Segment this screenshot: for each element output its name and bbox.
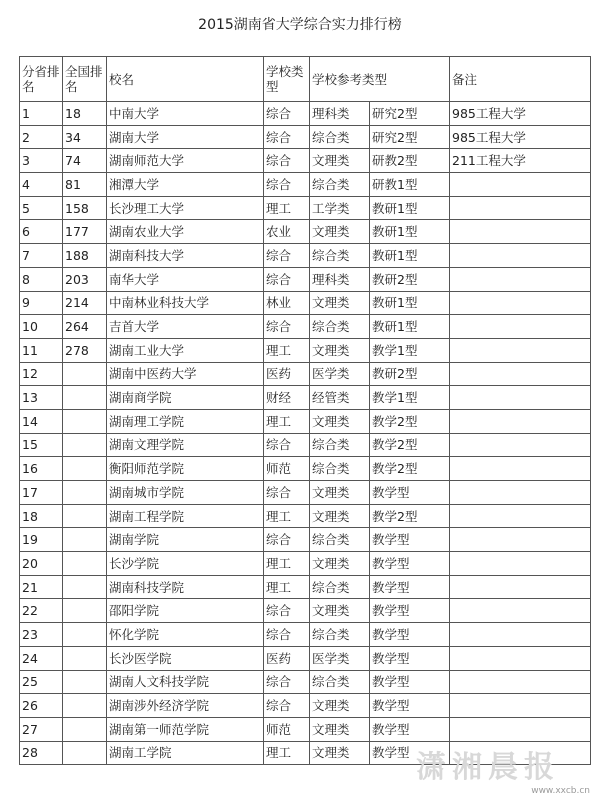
cell-school-name: 湖南农业大学 (107, 220, 264, 244)
cell-school-type: 综合 (264, 694, 310, 718)
cell-remarks (450, 646, 591, 670)
cell-national-rank (63, 528, 107, 552)
cell-remarks: 985工程大学 (450, 102, 591, 126)
cell-subject-category: 文理类 (310, 552, 370, 576)
cell-research-type: 教学2型 (370, 409, 450, 433)
cell-remarks (450, 386, 591, 410)
table-row (20, 362, 591, 386)
cell-national-rank (63, 623, 107, 647)
cell-research-type: 教研1型 (370, 196, 450, 220)
cell-school-type: 综合 (264, 244, 310, 268)
cell-national-rank (63, 599, 107, 623)
cell-province-rank: 21 (20, 575, 63, 599)
cell-remarks (450, 196, 591, 220)
cell-subject-category: 文理类 (310, 149, 370, 173)
cell-school-name: 邵阳学院 (107, 599, 264, 623)
cell-school-name: 湖南文理学院 (107, 433, 264, 457)
table-row (20, 220, 591, 244)
cell-school-type: 综合 (264, 433, 310, 457)
cell-school-name: 湖南工业大学 (107, 338, 264, 362)
cell-school-name: 湖南人文科技学院 (107, 670, 264, 694)
cell-national-rank (63, 575, 107, 599)
cell-school-type: 综合 (264, 102, 310, 126)
cell-province-rank: 16 (20, 457, 63, 481)
cell-province-rank: 7 (20, 244, 63, 268)
cell-subject-category: 文理类 (310, 741, 370, 765)
cell-research-type: 教学型 (370, 623, 450, 647)
table-row (20, 102, 591, 126)
table-row (20, 694, 591, 718)
cell-school-type: 理工 (264, 196, 310, 220)
cell-province-rank: 9 (20, 291, 63, 315)
cell-school-type: 农业 (264, 220, 310, 244)
cell-research-type: 教学型 (370, 717, 450, 741)
cell-national-rank (63, 717, 107, 741)
cell-national-rank: 34 (63, 125, 107, 149)
cell-research-type: 教学1型 (370, 338, 450, 362)
cell-school-type: 理工 (264, 552, 310, 576)
cell-national-rank (63, 504, 107, 528)
cell-national-rank: 278 (63, 338, 107, 362)
cell-school-name: 湖南师范大学 (107, 149, 264, 173)
cell-national-rank (63, 670, 107, 694)
cell-province-rank: 14 (20, 409, 63, 433)
cell-school-name: 湖南科技学院 (107, 575, 264, 599)
cell-school-type: 理工 (264, 504, 310, 528)
cell-national-rank (63, 694, 107, 718)
page-title: 2015湖南省大学综合实力排行榜 (198, 17, 402, 33)
cell-school-name: 衡阳师范学院 (107, 457, 264, 481)
cell-subject-category: 文理类 (310, 694, 370, 718)
cell-research-type: 教研1型 (370, 315, 450, 339)
cell-remarks: 211工程大学 (450, 149, 591, 173)
header-reference-type: 学校参考类型 (310, 57, 450, 102)
cell-province-rank: 22 (20, 599, 63, 623)
cell-school-type: 理工 (264, 338, 310, 362)
cell-subject-category: 综合类 (310, 315, 370, 339)
cell-subject-category: 综合类 (310, 125, 370, 149)
cell-school-type: 理工 (264, 409, 310, 433)
cell-national-rank (63, 433, 107, 457)
cell-subject-category: 综合类 (310, 623, 370, 647)
cell-subject-category: 文理类 (310, 504, 370, 528)
table-row (20, 646, 591, 670)
cell-remarks (450, 457, 591, 481)
table-row (20, 433, 591, 457)
cell-province-rank: 25 (20, 670, 63, 694)
cell-national-rank: 74 (63, 149, 107, 173)
cell-school-name: 长沙理工大学 (107, 196, 264, 220)
cell-remarks (450, 291, 591, 315)
cell-school-name: 湖南中医药大学 (107, 362, 264, 386)
cell-province-rank: 12 (20, 362, 63, 386)
cell-national-rank: 177 (63, 220, 107, 244)
table-row (20, 481, 591, 505)
cell-school-name: 湖南理工学院 (107, 409, 264, 433)
cell-research-type: 教学型 (370, 741, 450, 765)
cell-subject-category: 综合类 (310, 528, 370, 552)
cell-school-name: 湖南工学院 (107, 741, 264, 765)
cell-research-type: 教学型 (370, 670, 450, 694)
table-row (20, 575, 591, 599)
cell-research-type: 教学型 (370, 552, 450, 576)
ranking-table (19, 56, 591, 765)
cell-remarks (450, 362, 591, 386)
cell-school-type: 综合 (264, 125, 310, 149)
cell-school-name: 怀化学院 (107, 623, 264, 647)
cell-school-type: 综合 (264, 623, 310, 647)
cell-research-type: 教学型 (370, 528, 450, 552)
cell-school-name: 湖南大学 (107, 125, 264, 149)
cell-remarks: 985工程大学 (450, 125, 591, 149)
cell-research-type: 教研2型 (370, 362, 450, 386)
cell-remarks (450, 315, 591, 339)
cell-subject-category: 综合类 (310, 173, 370, 197)
cell-national-rank (63, 409, 107, 433)
header-remarks: 备注 (450, 57, 591, 102)
cell-school-type: 综合 (264, 315, 310, 339)
cell-province-rank: 4 (20, 173, 63, 197)
cell-national-rank: 214 (63, 291, 107, 315)
cell-school-type: 综合 (264, 528, 310, 552)
cell-national-rank: 203 (63, 267, 107, 291)
table-row (20, 386, 591, 410)
cell-subject-category: 工学类 (310, 196, 370, 220)
cell-school-name: 湘潭大学 (107, 173, 264, 197)
cell-province-rank: 1 (20, 102, 63, 126)
cell-school-type: 综合 (264, 173, 310, 197)
cell-remarks (450, 433, 591, 457)
cell-province-rank: 8 (20, 267, 63, 291)
cell-research-type: 教学1型 (370, 386, 450, 410)
cell-province-rank: 2 (20, 125, 63, 149)
cell-remarks (450, 599, 591, 623)
header-school-name: 校名 (107, 57, 264, 102)
cell-remarks (450, 575, 591, 599)
cell-school-type: 综合 (264, 599, 310, 623)
cell-province-rank: 20 (20, 552, 63, 576)
cell-school-name: 中南林业科技大学 (107, 291, 264, 315)
cell-national-rank (63, 362, 107, 386)
cell-national-rank (63, 741, 107, 765)
cell-research-type: 教学型 (370, 694, 450, 718)
table-body (20, 102, 591, 765)
table-row (20, 173, 591, 197)
watermark-logo: 潇湘晨报 (416, 750, 560, 785)
header-national-rank: 全国排名 (63, 57, 107, 102)
cell-subject-category: 文理类 (310, 220, 370, 244)
table-row (20, 338, 591, 362)
cell-research-type: 教学型 (370, 575, 450, 599)
cell-national-rank: 264 (63, 315, 107, 339)
cell-research-type: 教研1型 (370, 220, 450, 244)
cell-province-rank: 10 (20, 315, 63, 339)
cell-subject-category: 理科类 (310, 267, 370, 291)
cell-national-rank: 81 (63, 173, 107, 197)
cell-subject-category: 综合类 (310, 670, 370, 694)
cell-remarks (450, 694, 591, 718)
cell-remarks (450, 623, 591, 647)
cell-school-name: 吉首大学 (107, 315, 264, 339)
cell-school-type: 综合 (264, 481, 310, 505)
cell-province-rank: 27 (20, 717, 63, 741)
cell-subject-category: 医学类 (310, 646, 370, 670)
cell-research-type: 教学型 (370, 646, 450, 670)
cell-school-type: 林业 (264, 291, 310, 315)
cell-national-rank (63, 552, 107, 576)
cell-national-rank: 18 (63, 102, 107, 126)
cell-province-rank: 23 (20, 623, 63, 647)
cell-subject-category: 文理类 (310, 481, 370, 505)
cell-research-type: 教学2型 (370, 433, 450, 457)
cell-school-name: 湖南第一师范学院 (107, 717, 264, 741)
table-row (20, 552, 591, 576)
cell-province-rank: 28 (20, 741, 63, 765)
table-row (20, 528, 591, 552)
cell-province-rank: 26 (20, 694, 63, 718)
table-row (20, 267, 591, 291)
cell-subject-category: 医学类 (310, 362, 370, 386)
cell-school-type: 财经 (264, 386, 310, 410)
table-row (20, 599, 591, 623)
table-row (20, 670, 591, 694)
cell-national-rank (63, 457, 107, 481)
cell-subject-category: 综合类 (310, 575, 370, 599)
cell-remarks (450, 267, 591, 291)
table-row (20, 623, 591, 647)
cell-research-type: 教学型 (370, 599, 450, 623)
cell-school-type: 医药 (264, 646, 310, 670)
cell-research-type: 教研1型 (370, 244, 450, 268)
cell-school-type: 综合 (264, 149, 310, 173)
table-row (20, 409, 591, 433)
cell-research-type: 教学型 (370, 481, 450, 505)
cell-subject-category: 理科类 (310, 102, 370, 126)
cell-school-type: 理工 (264, 575, 310, 599)
cell-province-rank: 19 (20, 528, 63, 552)
cell-school-name: 湖南涉外经济学院 (107, 694, 264, 718)
cell-school-type: 医药 (264, 362, 310, 386)
cell-school-name: 湖南科技大学 (107, 244, 264, 268)
cell-remarks (450, 504, 591, 528)
table-row (20, 196, 591, 220)
table-row (20, 149, 591, 173)
cell-national-rank: 158 (63, 196, 107, 220)
cell-province-rank: 3 (20, 149, 63, 173)
cell-province-rank: 18 (20, 504, 63, 528)
table-header-row (20, 57, 591, 102)
cell-province-rank: 6 (20, 220, 63, 244)
cell-school-type: 师范 (264, 457, 310, 481)
cell-province-rank: 17 (20, 481, 63, 505)
cell-school-name: 湖南商学院 (107, 386, 264, 410)
cell-remarks (450, 244, 591, 268)
cell-subject-category: 文理类 (310, 717, 370, 741)
cell-school-name: 中南大学 (107, 102, 264, 126)
cell-subject-category: 综合类 (310, 244, 370, 268)
cell-province-rank: 24 (20, 646, 63, 670)
cell-remarks (450, 717, 591, 741)
cell-remarks (450, 670, 591, 694)
cell-subject-category: 文理类 (310, 291, 370, 315)
cell-province-rank: 11 (20, 338, 63, 362)
cell-subject-category: 文理类 (310, 409, 370, 433)
cell-province-rank: 15 (20, 433, 63, 457)
cell-research-type: 教研2型 (370, 267, 450, 291)
cell-research-type: 教学2型 (370, 457, 450, 481)
cell-research-type: 教学2型 (370, 504, 450, 528)
cell-research-type: 教研1型 (370, 291, 450, 315)
cell-research-type: 研究2型 (370, 102, 450, 126)
watermark-site: www.xxcb.cn (531, 786, 590, 796)
cell-remarks (450, 409, 591, 433)
cell-subject-category: 经管类 (310, 386, 370, 410)
table-row (20, 244, 591, 268)
cell-school-name: 长沙医学院 (107, 646, 264, 670)
cell-school-name: 湖南城市学院 (107, 481, 264, 505)
cell-research-type: 研教2型 (370, 149, 450, 173)
cell-remarks (450, 338, 591, 362)
cell-national-rank: 188 (63, 244, 107, 268)
cell-remarks (450, 528, 591, 552)
cell-research-type: 研究2型 (370, 125, 450, 149)
header-school-type: 学校类型 (264, 57, 310, 102)
header-province-rank: 分省排名 (20, 57, 63, 102)
cell-province-rank: 5 (20, 196, 63, 220)
cell-school-type: 综合 (264, 670, 310, 694)
cell-national-rank (63, 481, 107, 505)
cell-remarks (450, 481, 591, 505)
cell-school-type: 师范 (264, 717, 310, 741)
cell-school-name: 南华大学 (107, 267, 264, 291)
cell-national-rank (63, 646, 107, 670)
cell-school-name: 长沙学院 (107, 552, 264, 576)
table-row (20, 717, 591, 741)
cell-remarks (450, 220, 591, 244)
cell-research-type: 研教1型 (370, 173, 450, 197)
cell-remarks (450, 552, 591, 576)
cell-subject-category: 综合类 (310, 433, 370, 457)
table-row (20, 125, 591, 149)
cell-school-name: 湖南学院 (107, 528, 264, 552)
cell-school-name: 湖南工程学院 (107, 504, 264, 528)
cell-province-rank: 13 (20, 386, 63, 410)
cell-subject-category: 综合类 (310, 457, 370, 481)
cell-subject-category: 文理类 (310, 338, 370, 362)
table-row (20, 315, 591, 339)
table-row (20, 457, 591, 481)
table-row (20, 291, 591, 315)
table-row (20, 504, 591, 528)
cell-school-type: 综合 (264, 267, 310, 291)
cell-national-rank (63, 386, 107, 410)
cell-remarks (450, 173, 591, 197)
cell-school-type: 理工 (264, 741, 310, 765)
cell-subject-category: 文理类 (310, 599, 370, 623)
